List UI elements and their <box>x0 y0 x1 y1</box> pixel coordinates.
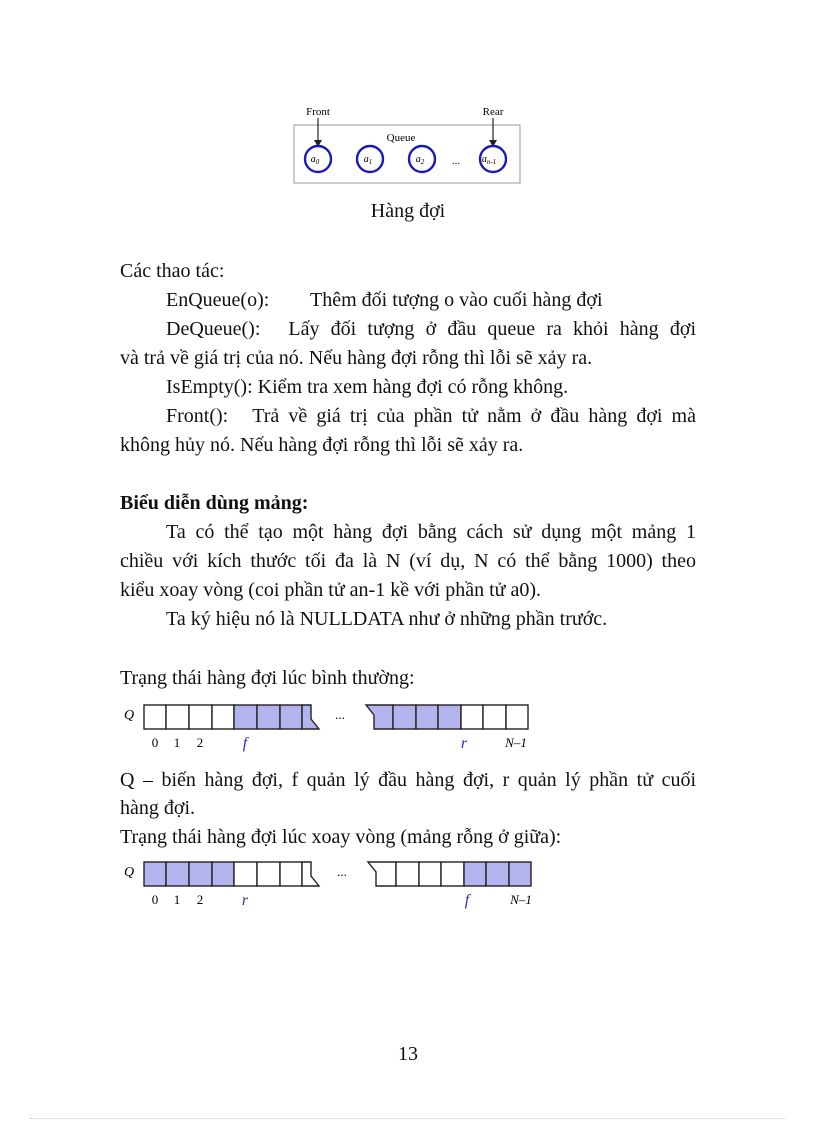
rear-marker: r <box>460 735 468 752</box>
normal-desc-line-1: Q – biến hàng đợi, f quản lý đầu hàng đợi, r quản lý phần tử cuối <box>120 769 696 791</box>
array-para-nulldata: Ta ký hiệu nó là NULLDATA như ở những phần trước. <box>166 608 608 630</box>
operations-intro: Các thao tác: <box>120 260 225 282</box>
array-cell-filled <box>464 862 486 886</box>
op-front <box>166 404 696 428</box>
array-cell-filled <box>212 862 234 886</box>
queue-node-last <box>480 146 506 172</box>
op-enqueue-name: EnQueue(o): <box>166 289 270 311</box>
svg-text:a2: $a_2$ <box>415 154 425 166</box>
page-number: 13 <box>398 1043 418 1065</box>
array-cell <box>257 862 280 886</box>
array-cell-torn <box>302 862 319 886</box>
figure-caption: Hàng đợi <box>370 200 446 222</box>
normal-state-array <box>118 700 538 754</box>
array-cell-filled <box>280 705 302 729</box>
op-dequeue-cont: và trả về giá trị của nó. Nếu hàng đợi rỗng thì lỗi sẽ xảy ra. <box>120 347 593 369</box>
array-cell <box>212 705 234 729</box>
op-isempty-name: IsEmpty(): <box>166 376 253 398</box>
array-cell-filled <box>257 705 280 729</box>
svg-text:a1: $a_1$ <box>363 154 373 166</box>
op-enqueue <box>166 288 696 312</box>
op-front-name: Front(): <box>166 405 229 427</box>
svg-text:a0: $a_0$ <box>310 154 320 166</box>
array-cell <box>396 862 419 886</box>
op-isempty-desc: Kiểm tra xem hàng đợi có rỗng không. <box>257 376 569 398</box>
svg-text:an-1: $a_{n-1}$ <box>481 154 497 166</box>
queue-node-2 <box>409 146 435 172</box>
op-dequeue-name: DeQueue(): <box>166 318 261 340</box>
footer-rule <box>30 1118 786 1119</box>
section-heading: Biểu diễn dùng mảng: <box>120 492 309 514</box>
array-cell-filled <box>144 862 166 886</box>
queue-label: Queue <box>386 132 416 144</box>
array-cell-torn <box>366 705 393 729</box>
array-cell-filled <box>393 705 416 729</box>
array-para-line-1: Ta có thể tạo một hàng đợi bằng cách sử dụng một mảng 1 <box>166 521 696 543</box>
array-cell <box>280 862 302 886</box>
array-cell-filled <box>166 862 189 886</box>
index-label: 1 <box>173 735 181 750</box>
op-isempty <box>166 375 696 399</box>
array-cell <box>441 862 464 886</box>
array-cell-filled <box>486 862 509 886</box>
array-cell-filled <box>509 862 531 886</box>
array-q-label: Q <box>124 865 135 880</box>
array-cell <box>166 705 189 729</box>
array-para-line-2: chiều với kích thước tối đa là N (ví dụ, N có thể bằng 1000) theo <box>120 550 696 572</box>
rear-label: Rear <box>482 106 504 118</box>
array-cell <box>189 705 212 729</box>
last-index-label: N–1 <box>505 735 527 750</box>
array-ellipsis: ... <box>337 864 347 879</box>
wrapped-state-title: Trạng thái hàng đợi lúc xoay vòng (mảng rỗng ở giữa): <box>120 826 562 848</box>
queue-node-1 <box>357 146 383 172</box>
index-label: 0 <box>151 892 159 907</box>
array-ellipsis: ... <box>335 707 345 722</box>
array-cell-filled <box>416 705 438 729</box>
op-dequeue-desc: Lấy đối tượng ở đầu queue ra khỏi hàng đợi <box>288 318 696 340</box>
array-cell-filled <box>438 705 461 729</box>
op-dequeue <box>166 317 696 341</box>
queue-node-0 <box>305 146 331 172</box>
array-cell <box>144 705 166 729</box>
index-label: 2 <box>196 892 204 907</box>
op-front-cont: không hủy nó. Nếu hàng đợi rỗng thì lỗi sẽ xảy ra. <box>120 434 524 456</box>
op-front-desc: Trả về giá trị của phần tử nằm ở đầu hàng đợi mà <box>252 405 696 427</box>
array-cell <box>419 862 441 886</box>
front-marker: f <box>242 735 248 752</box>
front-label: Front <box>306 106 330 118</box>
array-cell-torn <box>368 862 396 886</box>
array-cell-torn <box>302 705 319 729</box>
array-cell-filled <box>189 862 212 886</box>
array-cell <box>234 862 257 886</box>
op-enqueue-desc: Thêm đối tượng o vào cuối hàng đợi <box>310 289 603 311</box>
normal-desc-line-2: hàng đợi. <box>120 797 196 819</box>
index-label: 2 <box>196 735 204 750</box>
last-index-label: N–1 <box>510 892 532 907</box>
array-q-label: Q <box>124 708 135 723</box>
wrapped-state-array <box>118 857 548 911</box>
front-marker: f <box>464 892 470 909</box>
rear-marker: r <box>241 892 249 909</box>
array-cell <box>483 705 506 729</box>
array-cell <box>506 705 528 729</box>
queue-ellipsis: ... <box>451 155 461 167</box>
array-cell-filled <box>234 705 257 729</box>
array-cell <box>461 705 483 729</box>
queue-diagram <box>288 100 528 188</box>
array-para-line-3: kiểu xoay vòng (coi phần tử an-1 kề với phần tử a0). <box>120 579 542 601</box>
normal-state-title: Trạng thái hàng đợi lúc bình thường: <box>120 667 415 689</box>
index-label: 0 <box>151 735 159 750</box>
index-label: 1 <box>173 892 181 907</box>
